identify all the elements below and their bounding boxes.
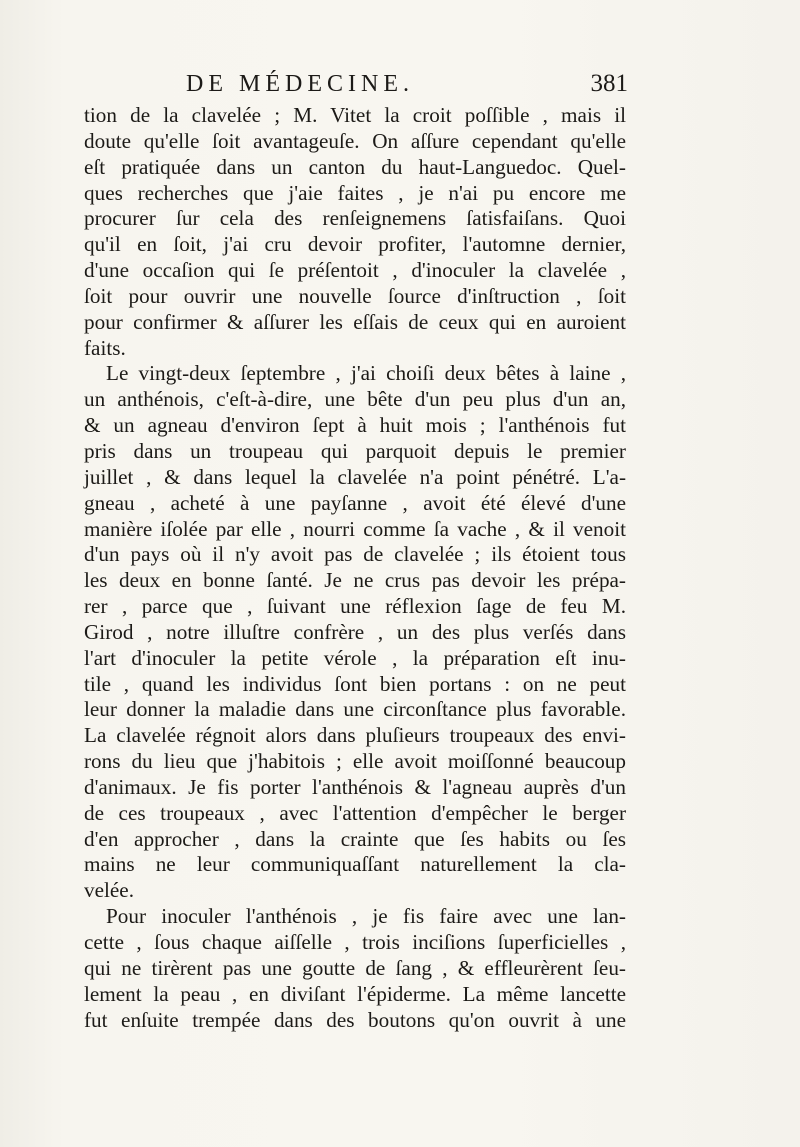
text-line: d'animaux. Je fis porter l'anthénois & l'agneau auprès d'un xyxy=(84,774,626,799)
text-line: pour confirmer & aſſurer les eſſais de ceux qui en auroient xyxy=(84,309,626,334)
text-line: faits. xyxy=(84,335,126,360)
text-line: d'une occaſion qui ſe préſentoit , d'inoculer la clavelée , xyxy=(84,258,626,283)
text-line: pris dans un troupeau qui parquoit depuis le premier xyxy=(84,438,626,463)
text-line: rons du lieu que j'habitois ; elle avoit moiſſonné beaucoup xyxy=(84,749,626,774)
text-line: Pour inoculer l'anthénois , je fis faire avec une lan- xyxy=(106,904,626,929)
text-line: cette , ſous chaque aiſſelle , trois inciſions ſuperficielles , xyxy=(84,930,626,954)
page-header xyxy=(0,66,800,102)
text-line: tile , quand les individus ſont bien portans : on ne peut xyxy=(84,671,626,696)
text-line: d'en approcher , dans la crainte que ſes habits ou ſes xyxy=(84,826,626,851)
text-line: qui ne tirèrent pas une goutte de ſang , & effleurèrent ſeu- xyxy=(84,955,626,980)
text-line: ques recherches que j'aie faites , je n'ai pu encore me xyxy=(84,180,626,205)
text-line: l'art d'inoculer la petite vérole , la préparation eſt inu- xyxy=(84,645,626,670)
text-line: Girod , notre illuſtre confrère , un des plus verſés dans xyxy=(84,619,626,644)
text-line: lement la peau , en diviſant l'épiderme. La même lancette xyxy=(84,981,626,1006)
text-line: de ces troupeaux , avec l'attention d'empêcher le berger xyxy=(84,800,626,825)
text-line: les deux en bonne ſanté. Je ne crus pas devoir les prépa- xyxy=(84,568,626,593)
text-line: mains ne leur communiquaſſant naturellement la cla- xyxy=(84,852,626,877)
text-line: manière iſolée par elle , nourri comme ſa vache , & il venoit xyxy=(84,516,626,541)
text-line: un anthénois, c'eſt-à-dire, une bête d'un peu plus d'un an, xyxy=(84,387,626,412)
text-line: gneau , acheté à une payſanne , avoit été élevé d'une xyxy=(84,490,626,515)
text-line: & un agneau d'environ ſept à huit mois ; l'anthénois fut xyxy=(84,413,626,438)
text-line: leur donner la maladie dans une circonſtance plus favorable. xyxy=(84,697,626,722)
text-line: eſt pratiquée dans un canton du haut-Languedoc. Quel- xyxy=(84,154,626,179)
text-line: doute qu'elle ſoit avantageuſe. On aſſure cependant qu'elle xyxy=(84,128,626,153)
text-line: fut enſuite trempée dans des boutons qu'on ouvrit à une xyxy=(84,1007,626,1032)
page-number: 381 xyxy=(590,70,628,97)
text-line: procurer ſur cela des renſeignemens ſatisfaiſans. Quoi xyxy=(84,206,626,231)
text-line: rer , parce que , ſuivant une réflexion ſage de feu M. xyxy=(84,594,626,619)
text-line: velée. xyxy=(84,878,134,903)
text-line: ſoit pour ouvrir une nouvelle ſource d'inſtruction , ſoit xyxy=(84,283,626,308)
text-line: La clavelée régnoit alors dans pluſieurs troupeaux des envi- xyxy=(84,723,626,748)
running-title: DE MÉDECINE. xyxy=(186,71,414,97)
text-line: juillet , & dans lequel la clavelée n'a point pénétré. L'a- xyxy=(84,464,626,489)
text-line: Le vingt-deux ſeptembre , j'ai choiſi deux bêtes à laine , xyxy=(106,361,626,386)
body-text xyxy=(84,103,626,1033)
text-line: qu'il en ſoit, j'ai cru devoir profiter, l'automne dernier, xyxy=(84,232,626,257)
text-line: tion de la clavelée ; M. Vitet la croit poſſible , mais il xyxy=(84,103,626,127)
text-line: d'un pays où il n'y avoit pas de clavelée ; ils étoient tous xyxy=(84,542,626,567)
